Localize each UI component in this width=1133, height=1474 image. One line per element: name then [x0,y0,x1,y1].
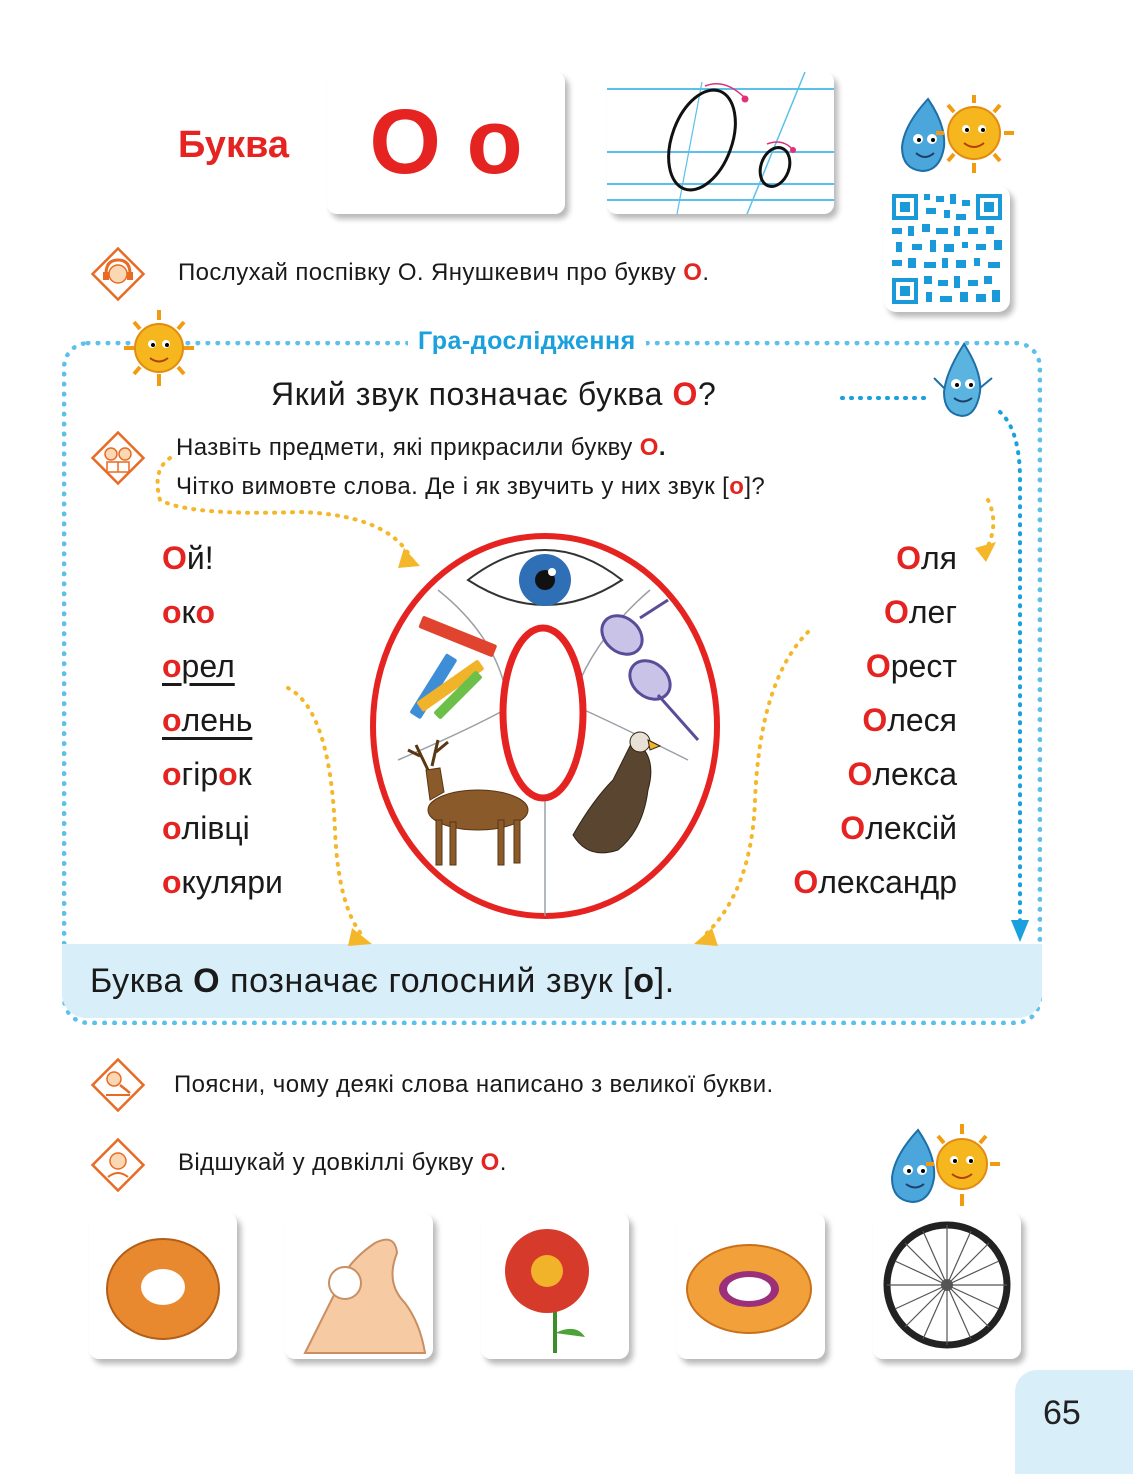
word-part: лекса [872,756,957,792]
listen-instruction-letter: О [683,259,703,286]
writing-child-icon [90,1057,146,1113]
sun-and-drop-characters [888,85,1018,180]
list-item-oleh [793,585,957,639]
bicycle-wheel-photo [873,1213,1021,1359]
word-part: о [162,702,182,738]
word-part: лександр [818,864,957,900]
question-text: Який звук позначає буква [271,376,673,412]
word-part: О [847,756,873,792]
handwriting-card [607,72,834,214]
list-item-olia [793,531,957,585]
explain-instruction: Поясни, чому деякі слова написано з великої букви. [174,1071,774,1098]
word-part: куляри [181,864,283,900]
word-part: рест [890,648,957,684]
word-part: к [181,594,196,630]
name-line2-text: Чітко вимовте слова. Де і як звучить у них звук [ [176,473,730,500]
name-items-instruction-line2 [176,473,765,501]
qr-code-card[interactable] [884,186,1010,312]
conclusion-middle: позначає голосний звук [ [220,962,634,1000]
word-part: лексій [865,810,957,846]
word-part: О [896,540,921,576]
game-title: Гра-дослідження [408,327,646,356]
listen-instruction [178,259,709,287]
word-part: о [162,810,182,846]
word-part: О [793,864,819,900]
find-instruction-letter: О [480,1149,500,1176]
list-item-oleksandr [793,855,957,909]
question-letter: О [672,376,698,412]
oko-tail-letter: о [195,594,216,630]
list-item-ogirok [162,747,283,801]
word-part: рел [181,648,235,684]
name-line1-end: . [658,434,666,461]
reading-children-icon [90,430,146,486]
water-drop-character-icon [932,338,998,422]
word-part: лень [181,702,253,738]
find-instruction-end: . [499,1149,507,1176]
name-line2-letter: о [729,473,745,500]
word-part: О [865,648,891,684]
name-line2-end: ]? [744,473,766,500]
word-part: о [162,594,182,630]
find-instruction-text: Відшукай у довкіллі букву [178,1149,481,1176]
conclusion-sound: о [633,962,655,1000]
letter-o-puzzle [368,530,722,922]
sun-and-drop-characters-bottom [880,1118,1004,1210]
qr-code-icon [884,186,1010,312]
sun-character-icon [936,95,1014,173]
question-end: ? [697,376,717,412]
printed-letter-pair: О о [369,91,523,193]
list-item-oko [162,585,283,639]
conclusion-end: ]. [654,962,675,1000]
word-part: ля [921,540,957,576]
list-item-olivtsi [162,801,283,855]
sun-character-icon [122,308,196,388]
list-item-olesia [793,693,957,747]
name-items-instruction-line1 [176,434,666,462]
letter-card [327,72,565,214]
find-instruction [178,1149,507,1177]
page-number: 65 [1043,1394,1081,1432]
word-part: О [883,594,909,630]
left-word-list [162,531,283,909]
list-item-oleksa [793,747,957,801]
sun-character-icon [926,1124,1000,1206]
word-part: О [840,810,866,846]
flower-photo [481,1213,629,1359]
word-part: лег [908,594,957,630]
listen-headphones-icon [90,246,146,302]
ogirok-tail-k: к [237,756,252,792]
list-item-orel [162,639,283,693]
ok-hand-photo [285,1213,433,1359]
name-line1-text: Назвіть предмети, які прикрасили букву [176,434,640,461]
conclusion-start: Буква [90,962,194,1000]
word-part: О [162,540,187,576]
listen-instruction-text: Послухай поспівку О. Янушкевич про букву [178,259,684,286]
word-part: гір [181,756,219,792]
word-part: о [162,648,182,684]
listen-instruction-end: . [702,259,710,286]
conclusion-letter: О [193,962,221,1000]
list-item-orest [793,639,957,693]
list-item-okuliary [162,855,283,909]
word-part: леся [887,702,957,738]
looking-child-icon [90,1137,146,1193]
conclusion-text [90,962,675,1001]
game-question [271,376,716,413]
word-part: лівці [181,810,250,846]
list-item-olen [162,693,283,747]
word-part: О [862,702,888,738]
swim-ring-photo [677,1213,825,1359]
list-item-oi [162,531,283,585]
word-part: й! [186,540,214,576]
right-word-list [793,531,957,909]
list-item-oleksii [793,801,957,855]
bagel-photo [89,1213,237,1359]
handwriting-guide-lines [607,72,834,214]
word-part: о [162,756,182,792]
name-line1-letter: О [639,434,659,461]
title-word: Буква [178,124,289,166]
ogirok-tail-letter: о [218,756,238,792]
word-part: о [162,864,182,900]
